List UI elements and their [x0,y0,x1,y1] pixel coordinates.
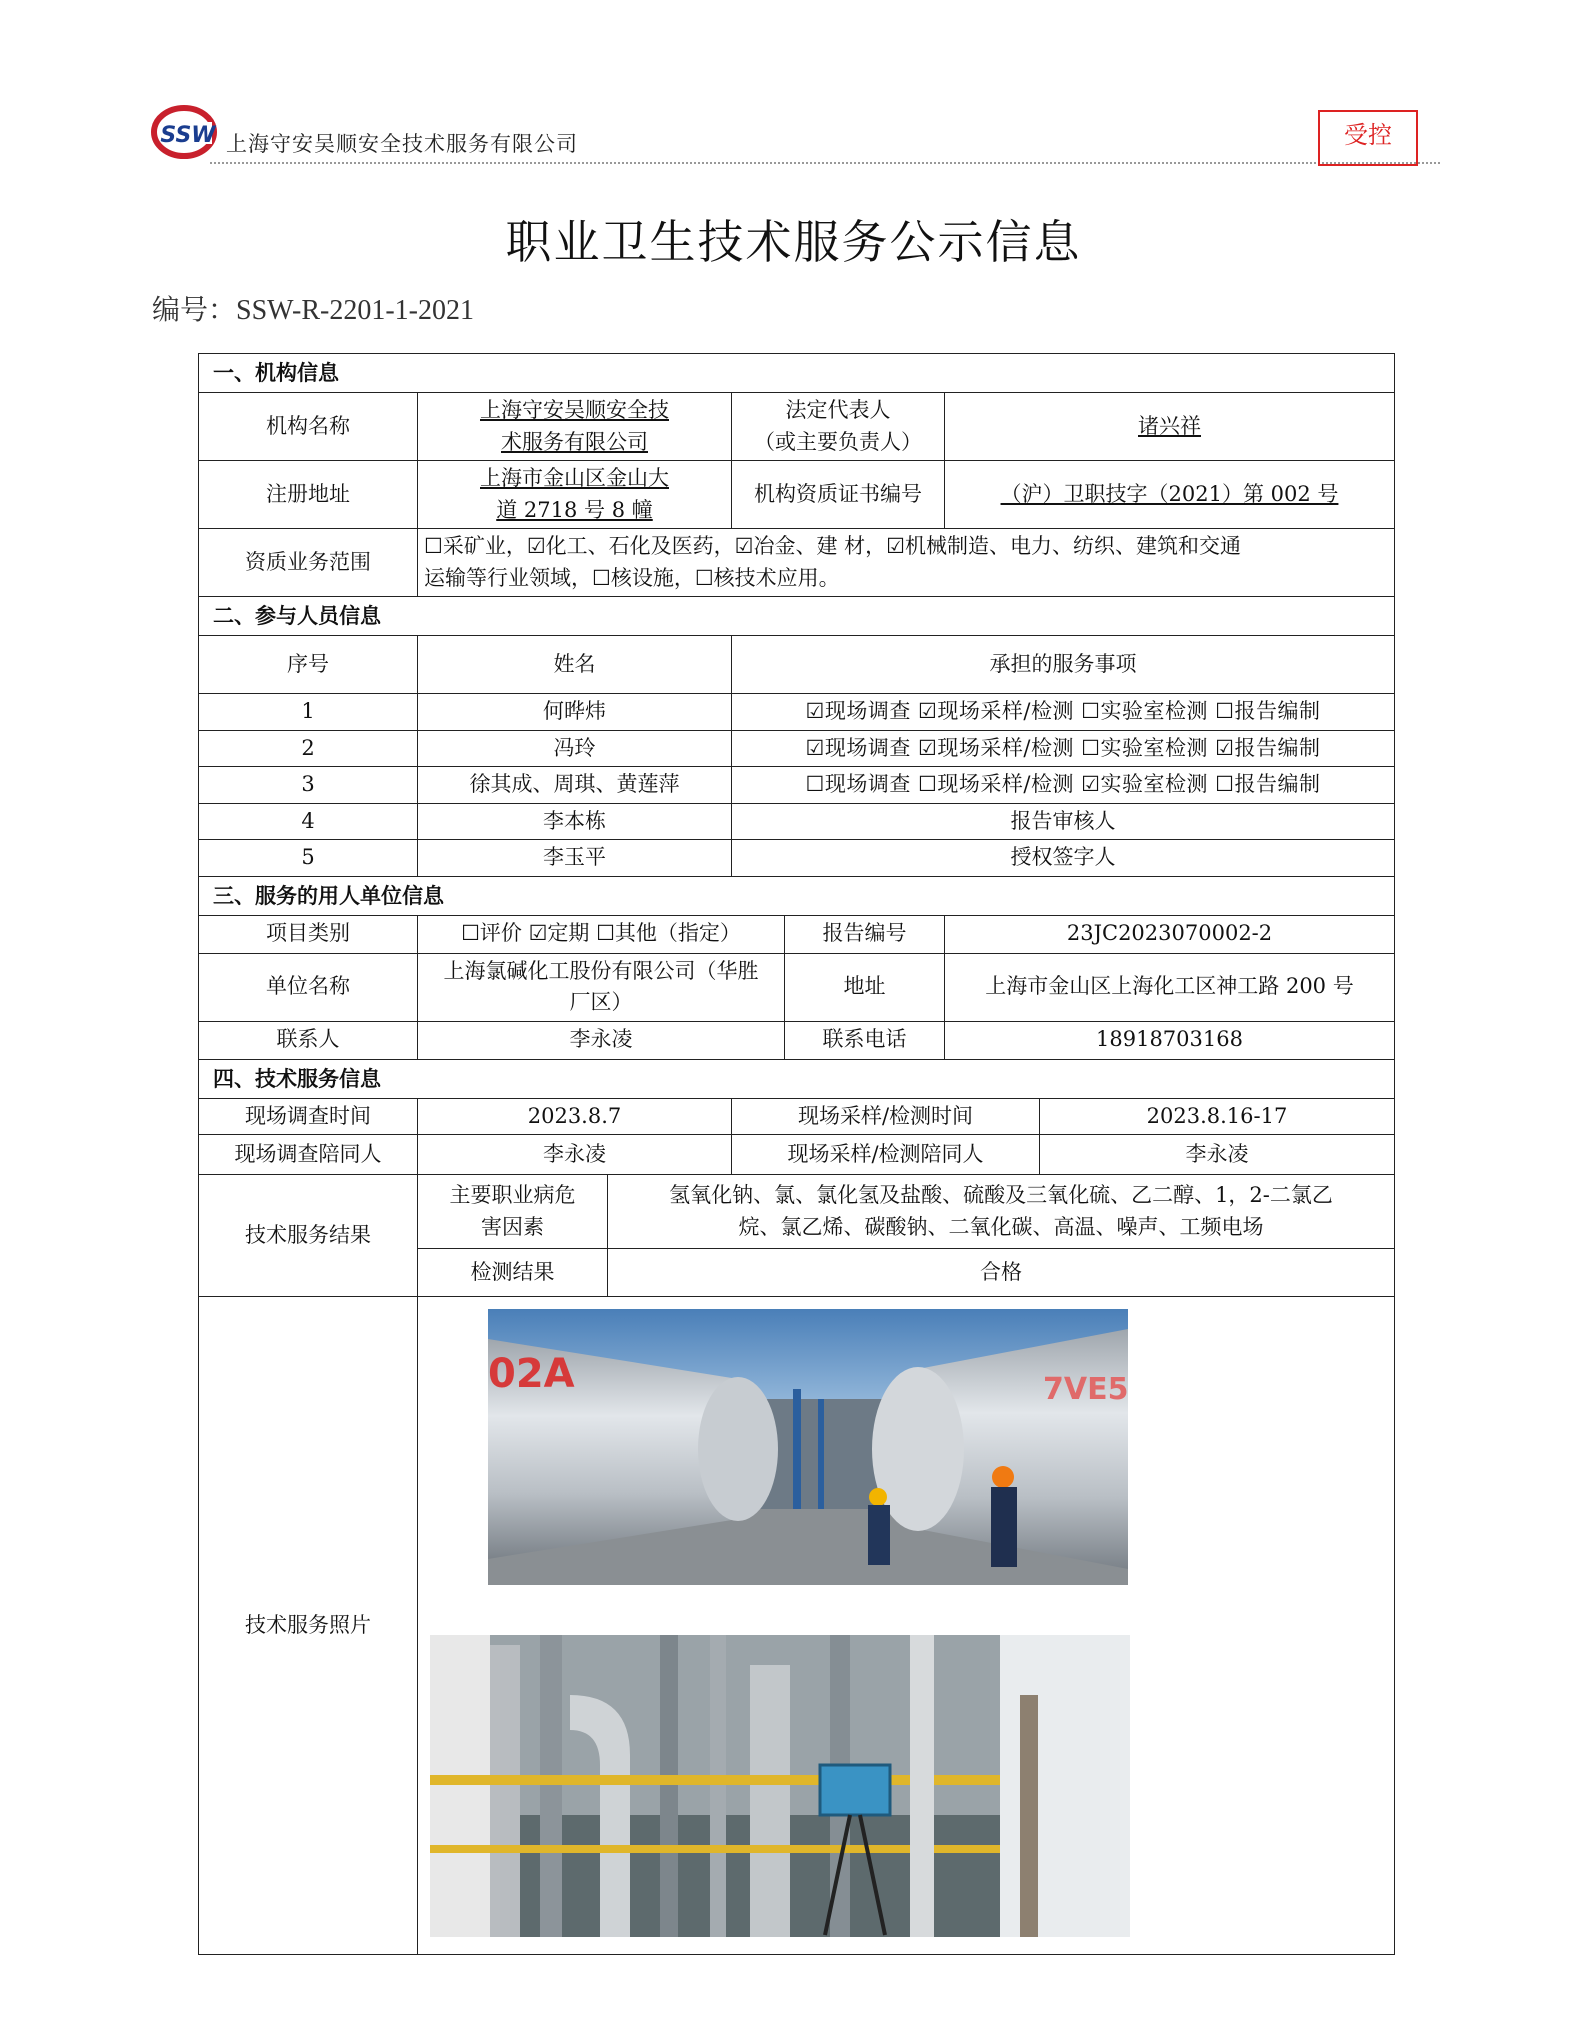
svg-text:7VE5: 7VE5 [1043,1372,1128,1407]
org-name-value: 上海守安吴顺安全技 术服务有限公司 [418,393,732,461]
page-title: 职业卫生技术服务公示信息 [505,215,1082,269]
cert-label: 机构资质证书编号 [732,461,945,529]
document-number: 编号：SSW-R-2201-1-2021 [152,295,475,326]
sampling-escort-value: 李永凌 [1040,1135,1395,1175]
legal-rep-value: 诸兴祥 [945,393,1395,461]
cert-value: （沪）卫职技字（2021）第 002 号 [945,461,1395,529]
scope-value: ☐采矿业，☑化工、石化及医药，☑冶金、建 材，☑机械制造、电力、纺织、建筑和交通 运输等行业领域，☐核设施，☐核技术应用。 [418,529,1395,597]
report-no-value: 23JC2023070002-2 [945,915,1395,953]
legal-rep-label: 法定代表人 （或主要负责人） [732,393,945,461]
test-result-value: 合格 [608,1249,1395,1297]
category-label: 项目类别 [199,915,418,953]
company-logo [150,100,220,162]
section-heading-service: 四、技术服务信息 [199,1059,1395,1098]
service-photo-sampling [430,1635,1130,1937]
survey-escort-value: 李永凌 [418,1135,732,1175]
unit-address-label: 地址 [785,953,945,1021]
section-heading-employer: 三、服务的用人单位信息 [199,876,1395,915]
col-header-duty: 承担的服务事项 [732,636,1395,694]
section-heading-personnel: 二、参与人员信息 [199,597,1395,636]
result-label: 技术服务结果 [199,1175,418,1297]
org-name-label: 机构名称 [199,393,418,461]
test-result-label: 检测结果 [418,1249,608,1297]
contact-label: 联系人 [199,1021,418,1059]
controlled-stamp: 受控 [1318,110,1418,166]
col-header-no: 序号 [199,636,418,694]
table-row: 3 徐其成、周琪、黄莲萍 ☐现场调查 ☐现场采样/检测 ☑实验室检测 ☐报告编制 [199,767,1395,804]
svg-text:02A: 02A [488,1351,575,1397]
scope-label: 资质业务范围 [199,529,418,597]
survey-time-label: 现场调查时间 [199,1098,418,1135]
service-photo-tanks [488,1309,1128,1585]
phone-value: 18918703168 [945,1021,1395,1059]
table-row: 4 李本栋 报告审核人 [199,803,1395,840]
header-divider [210,162,1440,164]
hazard-label: 主要职业病危 害因素 [418,1175,608,1249]
category-value: ☐评价 ☑定期 ☐其他（指定） [418,915,785,953]
table-row: 1 何晔炜 ☑现场调查 ☑现场采样/检测 ☐实验室检测 ☐报告编制 [199,694,1395,731]
table-row: 5 李玉平 授权签字人 [199,840,1395,877]
phone-label: 联系电话 [785,1021,945,1059]
report-no-label: 报告编号 [785,915,945,953]
sampling-time-label: 现场采样/检测时间 [732,1098,1040,1135]
header-company-name: 上海守安吴顺安全技术服务有限公司 [226,132,578,156]
unit-label: 单位名称 [199,953,418,1021]
contact-value: 李永凌 [418,1021,785,1059]
survey-escort-label: 现场调查陪同人 [199,1135,418,1175]
info-table [198,353,1395,1955]
address-label: 注册地址 [199,461,418,529]
hazard-value: 氢氧化钠、氯、氯化氢及盐酸、硫酸及三氧化硫、乙二醇、1，2-二氯乙 烷、氯乙烯、碳酸钠、二氧化碳、高温、噪声、工频电场 [608,1175,1395,1249]
unit-value: 上海氯碱化工股份有限公司（华胜 厂区） [418,953,785,1021]
table-row: 2 冯玲 ☑现场调查 ☑现场采样/检测 ☐实验室检测 ☑报告编制 [199,730,1395,767]
photo-cell [418,1297,1395,1955]
sampling-time-value: 2023.8.16-17 [1040,1098,1395,1135]
survey-time-value: 2023.8.7 [418,1098,732,1135]
sampling-escort-label: 现场采样/检测陪同人 [732,1135,1040,1175]
address-value: 上海市金山区金山大 道 2718 号 8 幢 [418,461,732,529]
col-header-name: 姓名 [418,636,732,694]
photo-label: 技术服务照片 [199,1297,418,1955]
section-heading-org: 一、机构信息 [199,354,1395,393]
svg-text:SSW: SSW [160,123,216,148]
unit-address-value: 上海市金山区上海化工区神工路 200 号 [945,953,1395,1021]
